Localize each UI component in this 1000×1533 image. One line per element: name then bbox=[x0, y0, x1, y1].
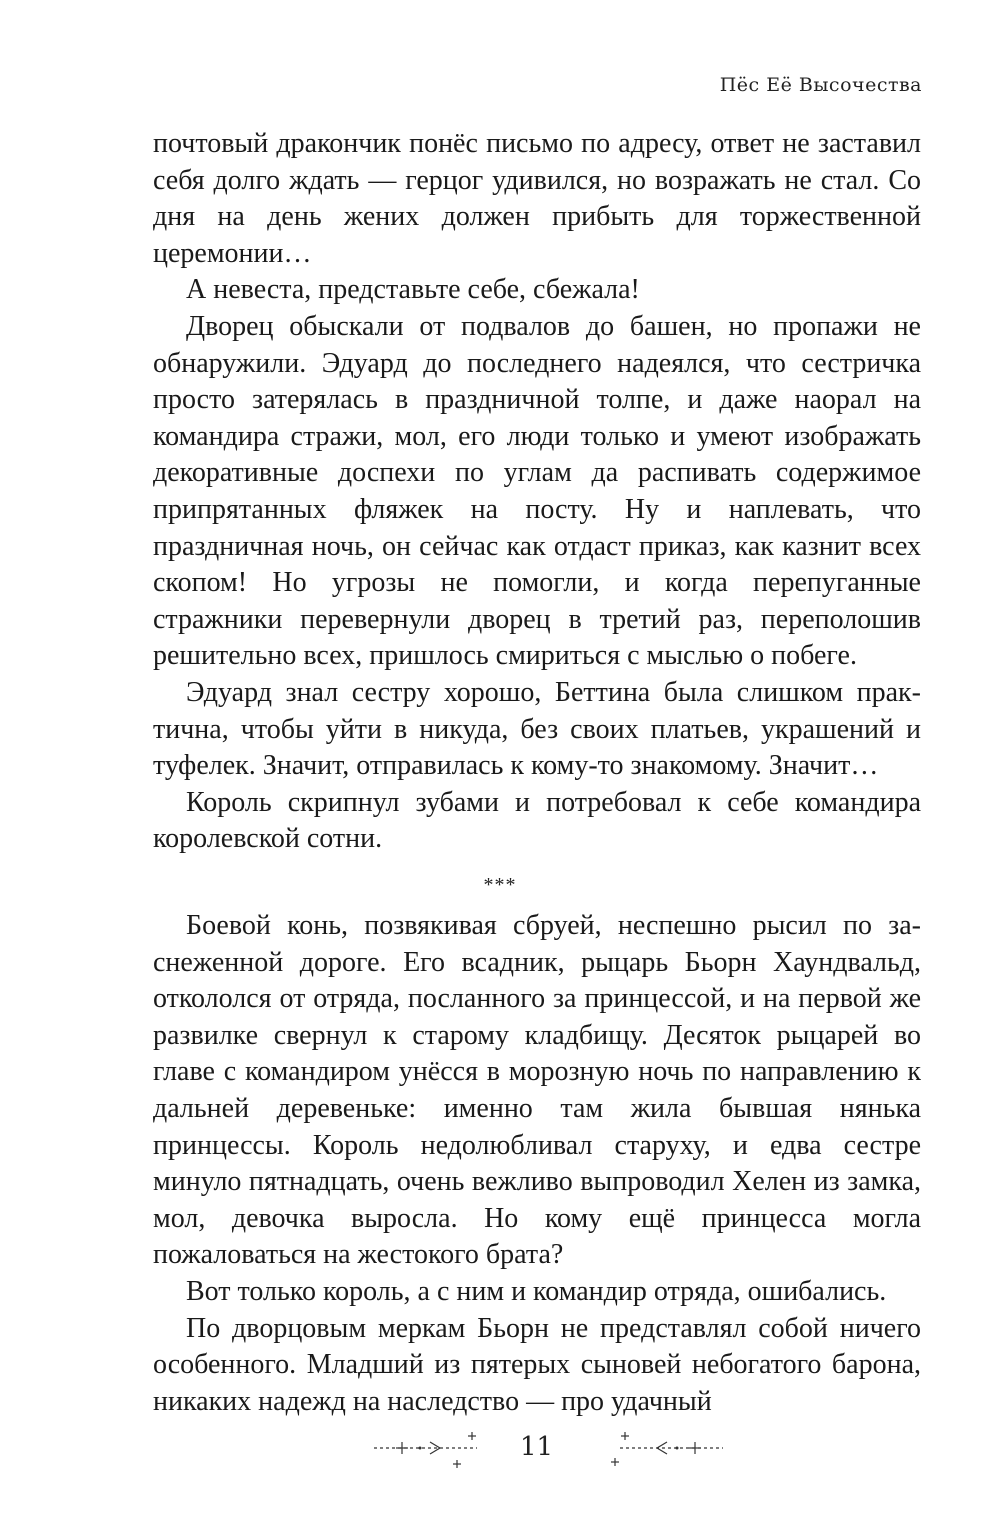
paragraph: почтовый дракончик понёс письмо по адресу, ответ не заставил себя долго ждать — герцог удивился, но возражать не стал. Со дня на день жених должен прибыть для торжественной церемонии… bbox=[153, 128, 921, 269]
paragraph: По дворцовым меркам Бьорн не представлял собой ничего особенного. Младший из пятерых сыновей небогатого барона, никаких надежд на наследство — про удачный bbox=[153, 1312, 921, 1417]
paragraph: Король скрипнул зубами и потребовал к себе командира королевской сотни. bbox=[153, 786, 921, 855]
ornament-right-icon bbox=[605, 1428, 725, 1478]
running-header: Пёс Её Высочества bbox=[719, 74, 922, 96]
paragraph: Эдуард знал сестру хорошо, Беттина была слишком практична, чтобы уйти в никуда, без своих платьев, украшений и туфелек. Значит, отправилась к кому-то знакомому. Значит… bbox=[153, 676, 921, 782]
page-number: 11 bbox=[520, 1432, 554, 1462]
text-section-2 bbox=[153, 908, 921, 1420]
paragraph: А невеста, представьте себе, сбежала! bbox=[186, 274, 640, 306]
paragraph: Боевой конь, позвякивая сбруей, неспешно рысил по заснеженной дороге. Его всадник, рыцарь Бьорн Хаундвальд, откололся от отряда, посланного за принцессой, и на первой же развилке свернул к старому кладбищу. Десяток рыцарей во главе с командиром унёсся в морозную ночь по направлению к дальней деревеньке: именно там жила бывшая нянька принцессы. Король недолюбливал старуху, и едва сестре минуло пятнадцать, очень вежливо выпроводил Хелен из замка, мол, девочка выросла. Но кому ещё принцесса могла пожаловаться на жестокого брата? bbox=[153, 910, 921, 1271]
page-footer bbox=[0, 1428, 1000, 1488]
section-separator: *** bbox=[483, 874, 517, 896]
ornament-left-icon bbox=[372, 1428, 492, 1478]
paragraph: Вот только король, а с ним и командир отряда, ошибались. bbox=[186, 1275, 887, 1307]
text-section-1 bbox=[153, 126, 921, 858]
paragraph: Дворец обыскали от подвалов до башен, но пропажи не обнаружили. Эдуард до последнего надеялся, что сестричка просто затерялась в праздничной толпе, и даже наорал на командира стражи, мол, его люди только и умеют изображать декоративные доспехи по углам да распивать содержимое припрятанных фляжек на посту. Ну и наплевать, что праздничная ночь, он сейчас как отдаст приказ, как казнит всех скопом! Но угрозы не помогли, и когда перепуганные стражники перевернули дворец в третий раз, переполошив решительно всех, пришлось смириться с мыслью о побеге. bbox=[153, 310, 921, 672]
